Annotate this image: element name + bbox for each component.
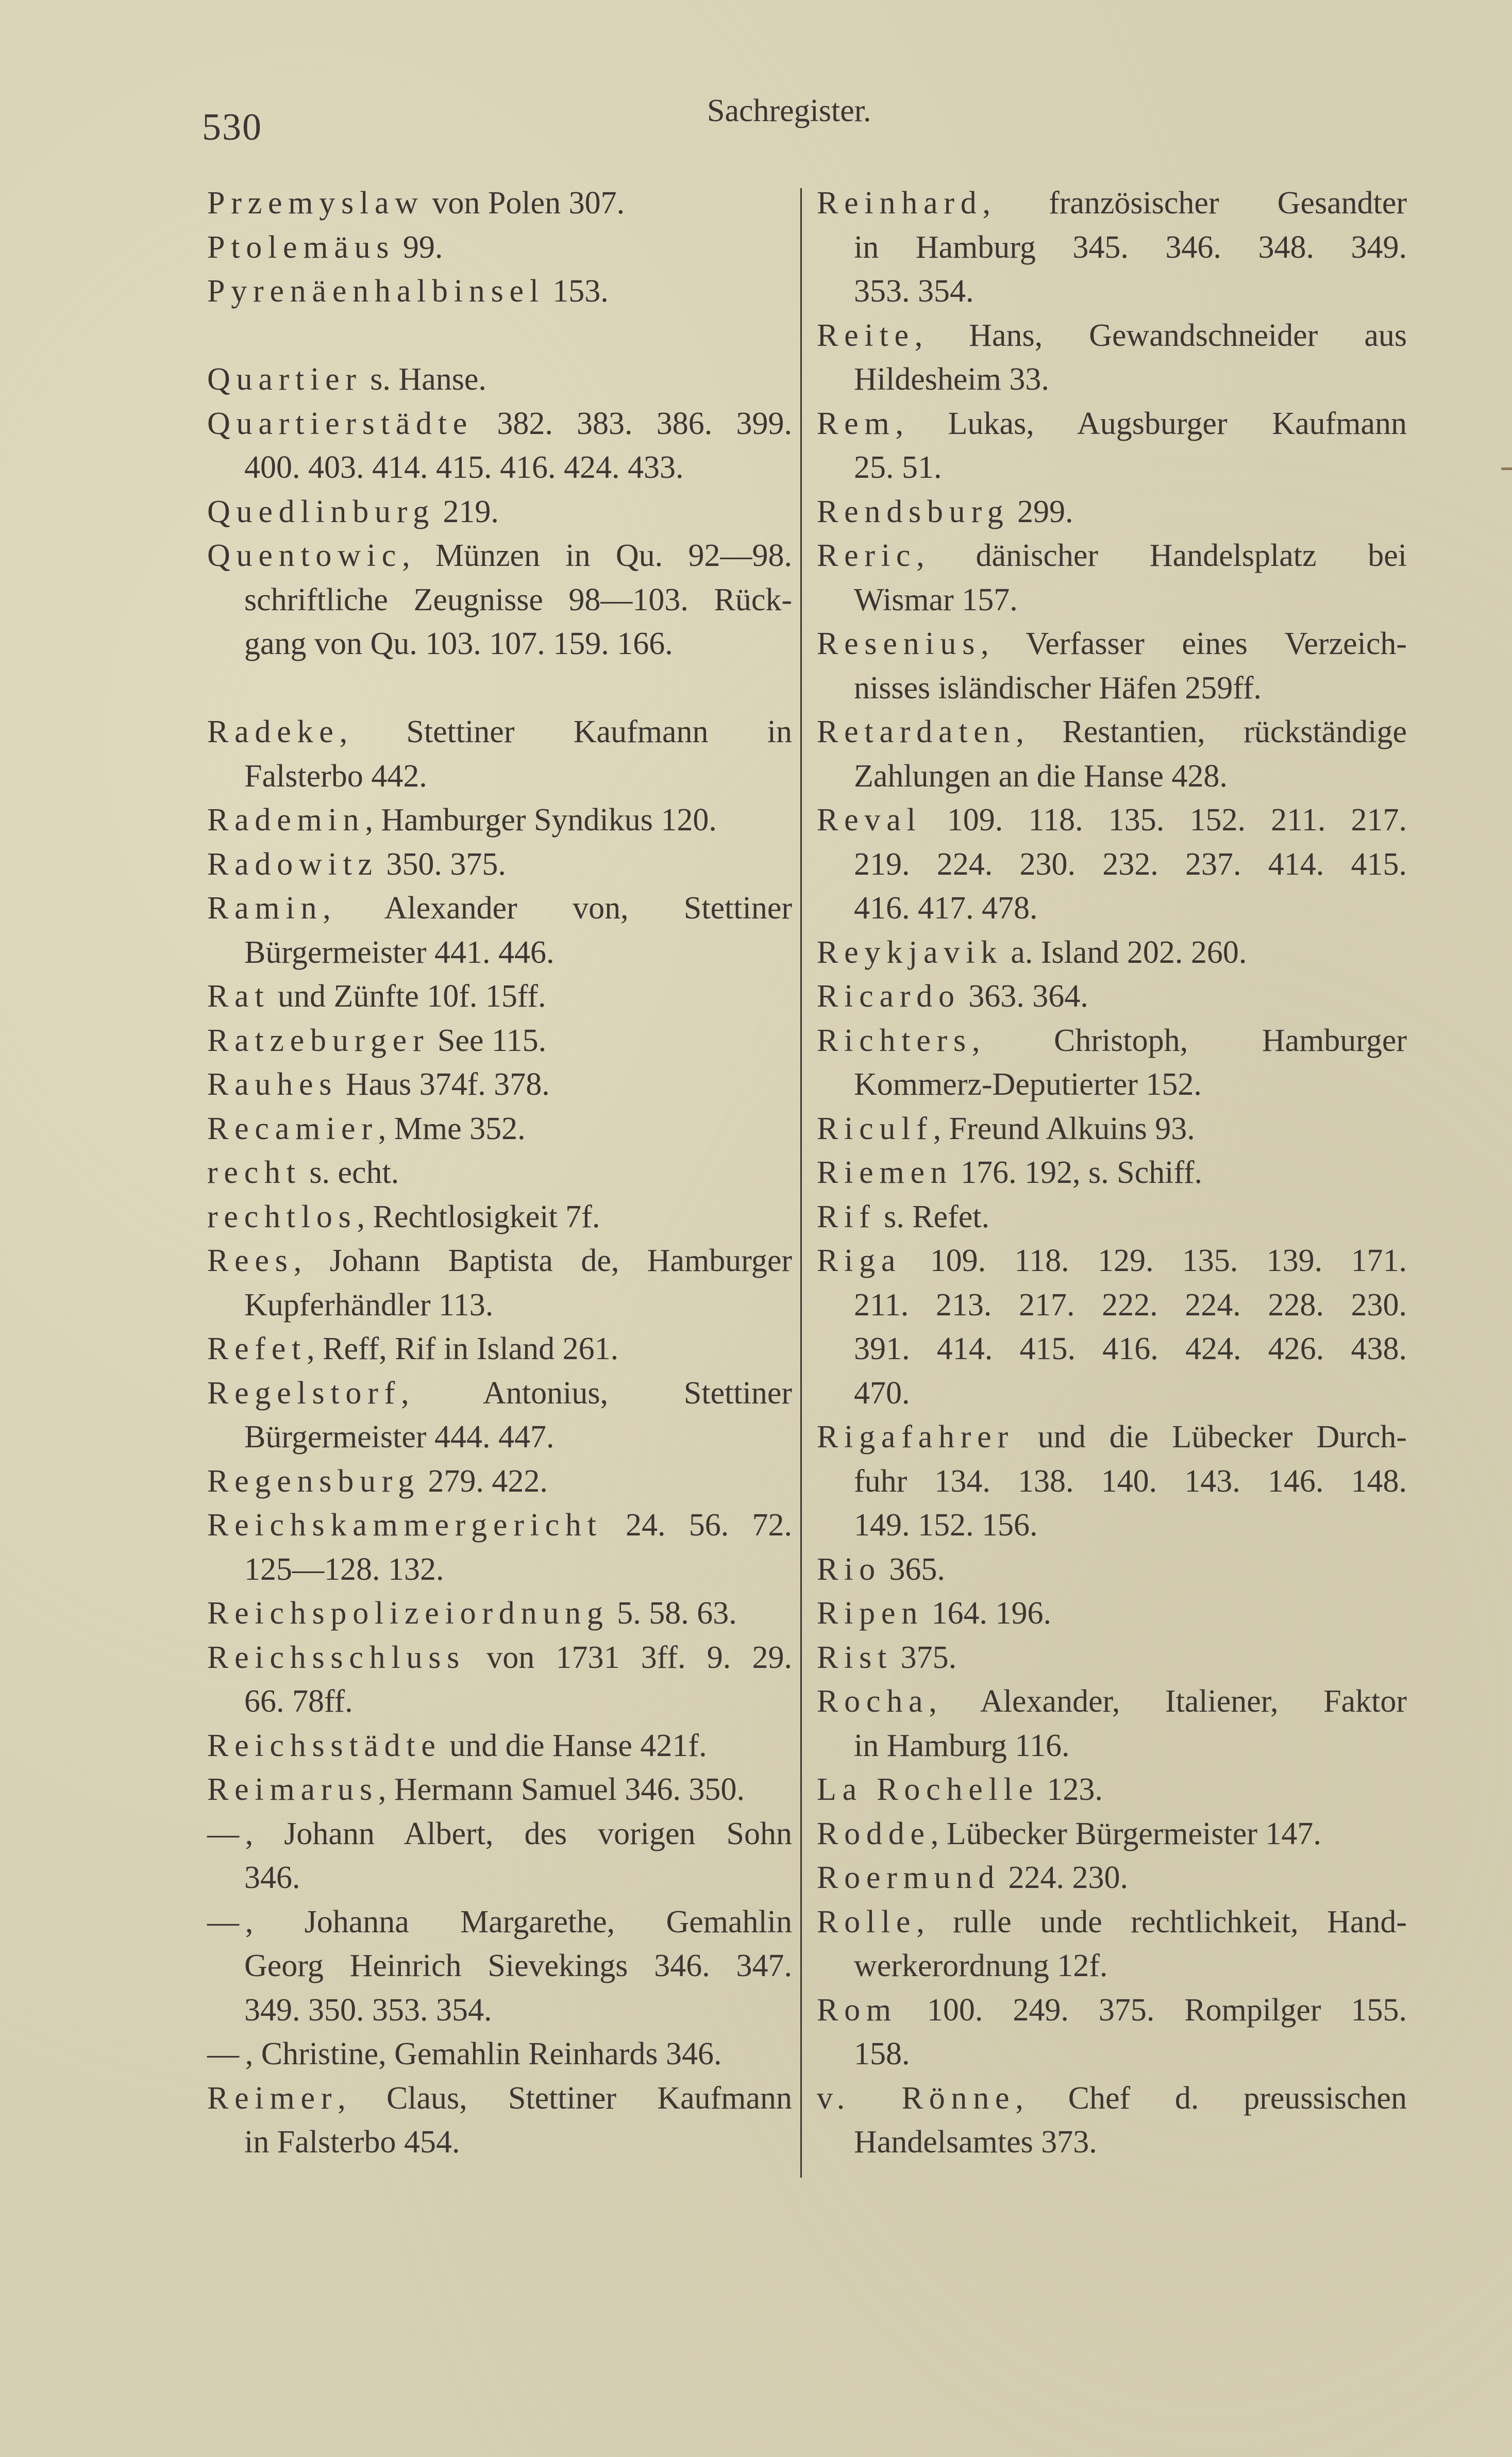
index-locators: , französischer Gesandter xyxy=(982,186,1407,221)
index-entry-continuation-line xyxy=(207,2120,792,2165)
index-headword: Reichspolizeiordnung xyxy=(207,1596,609,1631)
index-entry-first-line xyxy=(817,1900,1407,1945)
index-locators: , Claus, Stettiner Kaufmann xyxy=(338,2080,792,2116)
index-headword: Rist xyxy=(817,1640,893,1675)
index-locators: , Münzen in Qu. 92—98. xyxy=(402,538,792,573)
index-headword: Radeke xyxy=(207,714,340,749)
index-entry-first-line xyxy=(207,490,792,534)
index-locators: 158. xyxy=(854,2036,910,2071)
index-entry-first-line xyxy=(207,1503,792,1548)
index-entry xyxy=(817,1592,1407,1636)
index-entry-continuation-line xyxy=(817,2032,1407,2077)
index-entry-first-line xyxy=(817,1856,1407,1900)
index-headword: Rigafahrer xyxy=(817,1419,1014,1455)
index-locators: Falsterbo 442. xyxy=(244,758,427,794)
index-headword: Przemyslaw xyxy=(207,186,424,221)
index-entry-first-line xyxy=(207,1063,792,1107)
index-entry-continuation-line xyxy=(817,843,1407,887)
index-entry xyxy=(817,798,1407,931)
index-locators: 109. 118. 135. 152. 211. 217. xyxy=(921,803,1407,838)
index-locators: , Mme 352. xyxy=(378,1111,526,1146)
index-entry xyxy=(817,534,1407,622)
index-headword: Reval xyxy=(817,803,922,838)
index-locators: 5. 58. 63. xyxy=(609,1596,737,1631)
index-locators: und die Hanse 421f. xyxy=(441,1728,707,1763)
index-headword: Ricardo xyxy=(817,979,961,1014)
index-locators: , dänischer Handelsplatz bei xyxy=(916,538,1407,573)
index-locators: , Alexander, Italiener, Faktor xyxy=(929,1684,1407,1719)
index-entry xyxy=(817,2077,1407,2165)
index-entry-continuation-line xyxy=(817,226,1407,270)
index-entry xyxy=(817,1988,1407,2077)
index-headword: Regensburg xyxy=(207,1463,420,1499)
index-locators: , Chef d. preussischen xyxy=(1015,2080,1407,2116)
index-entry-continuation-line xyxy=(817,755,1407,799)
index-entry-first-line xyxy=(207,1239,792,1283)
index-entry-continuation-line xyxy=(817,1724,1407,1768)
index-headword: — xyxy=(207,2036,245,2071)
index-headword: Quartierstädte xyxy=(207,406,474,441)
index-locators: , Hamburger Syndikus 120. xyxy=(365,803,717,838)
index-entry xyxy=(207,1768,792,1812)
index-locators: 109. 118. 129. 135. 139. 171. xyxy=(901,1243,1407,1278)
index-locators: gang von Qu. 103. 107. 159. 166. xyxy=(244,626,673,661)
index-headword: Ramin xyxy=(207,891,323,926)
index-locators: 279. 422. xyxy=(419,1463,548,1499)
index-locators: werkerordnung 12f. xyxy=(854,1948,1108,1983)
index-entry-first-line xyxy=(817,1812,1407,1857)
index-headword: Reinhard xyxy=(817,186,983,221)
index-headword: Quedlinburg xyxy=(207,494,435,529)
index-locators: Haus 374f. 378. xyxy=(338,1067,550,1102)
index-entry-first-line xyxy=(817,2077,1407,2121)
index-entry-first-line xyxy=(207,1460,792,1504)
index-locators: in Hamburg 345. 346. 348. 349. xyxy=(854,229,1407,265)
index-entry-first-line xyxy=(817,1195,1407,1240)
letter-section-gap xyxy=(207,314,792,358)
index-entry-continuation-line xyxy=(207,1988,792,2033)
index-entry xyxy=(817,1107,1407,1151)
index-entry-first-line xyxy=(207,1327,792,1372)
index-headword: Retardaten xyxy=(817,714,1016,749)
index-entry xyxy=(207,887,792,975)
index-entry xyxy=(207,2032,792,2077)
index-locators: , Restantien, rückständige xyxy=(1016,714,1407,749)
index-headword: Reichsstädte xyxy=(207,1728,442,1763)
index-entry xyxy=(207,1195,792,1240)
index-locators: 400. 403. 414. 415. 416. 424. 433. xyxy=(244,450,684,485)
index-entry xyxy=(207,1151,792,1195)
index-headword: Ratzeburger xyxy=(207,1023,430,1058)
index-locators: 149. 152. 156. xyxy=(854,1508,1038,1543)
index-headword: Rem xyxy=(817,406,896,441)
index-entry xyxy=(817,1415,1407,1548)
index-entry-continuation-line xyxy=(817,1460,1407,1504)
index-headword: Reimarus xyxy=(207,1772,378,1807)
index-entry-first-line xyxy=(207,1019,792,1063)
index-headword: Rat xyxy=(207,979,270,1014)
index-entry-continuation-line xyxy=(207,1944,792,1988)
index-locators: s. Refet. xyxy=(876,1199,989,1234)
index-entry xyxy=(817,314,1407,402)
index-headword: Roermund xyxy=(817,1860,1000,1895)
index-locators: , Lukas, Augsburger Kaufmann xyxy=(895,406,1407,441)
index-entry-first-line xyxy=(207,710,792,755)
index-entry xyxy=(207,1327,792,1372)
index-locators: 99. xyxy=(395,229,443,265)
index-locators: 219. 224. 230. 232. 237. 414. 415. xyxy=(854,846,1407,882)
index-locators: , Christoph, Hamburger xyxy=(971,1023,1407,1058)
index-entry-first-line xyxy=(207,1592,792,1636)
index-entry xyxy=(207,1372,792,1460)
index-entry xyxy=(817,1548,1407,1592)
index-entry-first-line xyxy=(207,1107,792,1151)
index-entry-first-line xyxy=(817,1988,1407,2033)
index-locators: 164. 196. xyxy=(923,1596,1051,1631)
index-entry-first-line xyxy=(207,1195,792,1240)
index-entry-first-line xyxy=(207,1724,792,1768)
index-locators: , Christine, Gemahlin Reinhards 346. xyxy=(245,2036,722,2071)
index-locators: See 115. xyxy=(429,1023,547,1058)
index-locators: 25. 51. xyxy=(854,450,942,485)
index-locators: Bürgermeister 441. 446. xyxy=(244,934,555,970)
index-locators: , rulle unde rechtlichkeit, Hand- xyxy=(916,1904,1407,1940)
index-locators: , Hans, Gewandschneider aus xyxy=(914,317,1407,353)
index-locators: 353. 354. xyxy=(854,274,974,309)
index-entry-continuation-line xyxy=(207,1856,792,1900)
index-entry-first-line xyxy=(817,622,1407,666)
index-entry-first-line xyxy=(817,975,1407,1019)
index-entry-continuation-line xyxy=(207,446,792,490)
running-head: Sachregister. xyxy=(707,93,871,128)
index-entry-first-line xyxy=(817,1151,1407,1195)
index-locators: Hildesheim 33. xyxy=(854,362,1049,397)
index-locators: und Zünfte 10f. 15ff. xyxy=(270,979,546,1014)
index-entry-continuation-line xyxy=(207,1415,792,1460)
index-entry xyxy=(207,1592,792,1636)
index-entry-first-line xyxy=(207,1768,792,1812)
index-locators: Bürgermeister 444. 447. xyxy=(244,1419,555,1455)
index-entry xyxy=(817,1239,1407,1415)
index-locators: 416. 417. 478. xyxy=(854,891,1038,926)
index-headword: Rom xyxy=(817,1992,897,2028)
index-locators: , Johanna Margarethe, Gemahlin xyxy=(245,1904,792,1940)
index-entry-continuation-line xyxy=(207,1548,792,1592)
index-locators: fuhr 134. 138. 140. 143. 146. 148. xyxy=(854,1463,1407,1499)
paper-mark xyxy=(1501,467,1512,470)
index-entry-first-line xyxy=(207,1151,792,1195)
index-entry xyxy=(207,1812,792,1900)
index-entry xyxy=(207,1107,792,1151)
index-locators: und die Lübecker Durch- xyxy=(1014,1419,1407,1455)
index-locators: 123. xyxy=(1038,1772,1103,1807)
index-locators: 24. 56. 72. xyxy=(602,1508,792,1543)
column-divider xyxy=(800,188,802,2178)
page-number: 530 xyxy=(202,106,262,148)
index-headword: Regelstorf xyxy=(207,1375,401,1411)
index-locators: Wismar 157. xyxy=(854,582,1018,617)
index-entry-continuation-line xyxy=(207,1680,792,1724)
index-entry-first-line xyxy=(207,2032,792,2077)
index-entry xyxy=(817,402,1407,490)
index-locators: 211. 213. 217. 222. 224. 228. 230. xyxy=(854,1287,1407,1323)
index-entry-first-line xyxy=(817,1636,1407,1680)
index-entry xyxy=(207,1636,792,1724)
index-headword: Riemen xyxy=(817,1155,953,1190)
index-entry xyxy=(207,2077,792,2165)
index-entry xyxy=(817,1151,1407,1195)
index-headword: Reykjavik xyxy=(817,934,1003,970)
index-locators: s. Hanse. xyxy=(362,362,486,397)
index-locators: 349. 350. 353. 354. xyxy=(244,1992,492,2028)
index-headword: Rendsburg xyxy=(817,494,1010,529)
index-locators: 365. xyxy=(881,1551,945,1587)
index-entry-first-line xyxy=(207,1900,792,1945)
index-locators: 125—128. 132. xyxy=(244,1551,444,1587)
index-locators: von 1731 3ff. 9. 29. xyxy=(465,1640,792,1675)
index-locators: 100. 249. 375. Rompilger 155. xyxy=(897,1992,1407,2028)
index-entry-first-line xyxy=(817,1548,1407,1592)
index-locators: , Freund Alkuins 93. xyxy=(933,1111,1195,1146)
index-entry xyxy=(207,490,792,534)
index-locators: , Verfasser eines Verzeich- xyxy=(981,626,1407,661)
index-entry xyxy=(817,622,1407,710)
index-entry xyxy=(817,1856,1407,1900)
index-entry xyxy=(207,226,792,270)
index-headword: Reichsschluss xyxy=(207,1640,466,1675)
index-locators: 153. xyxy=(544,274,609,309)
index-entry-continuation-line xyxy=(817,270,1407,314)
index-locators: 350. 375. xyxy=(378,846,506,882)
index-locators: in Hamburg 116. xyxy=(854,1728,1070,1763)
index-headword: Rio xyxy=(817,1551,881,1587)
index-headword: Pyrenäenhalbinsel xyxy=(207,274,545,309)
index-entry-continuation-line xyxy=(207,755,792,799)
index-entry-first-line xyxy=(207,226,792,270)
index-headword: rechtlos xyxy=(207,1199,357,1234)
index-headword: Reite xyxy=(817,317,915,353)
index-headword: Quartier xyxy=(207,362,362,397)
index-headword: v. Rönne xyxy=(817,2080,1016,2116)
index-headword: Rif xyxy=(817,1199,876,1234)
index-entry-first-line xyxy=(817,1768,1407,1812)
index-headword: Richters xyxy=(817,1023,972,1058)
index-locators: , Lübecker Bürgermeister 147. xyxy=(930,1816,1321,1851)
index-locators: nisses isländischer Häfen 259ff. xyxy=(854,670,1262,706)
index-headword: Resenius xyxy=(817,626,981,661)
index-headword: Recamier xyxy=(207,1111,378,1146)
index-locators: , Antonius, Stettiner xyxy=(401,1375,792,1411)
index-entry xyxy=(207,1503,792,1592)
index-entry xyxy=(207,975,792,1019)
index-entry-continuation-line xyxy=(207,931,792,975)
index-locators: , Reff, Rif in Island 261. xyxy=(307,1331,619,1366)
index-locators: Zahlungen an die Hanse 428. xyxy=(854,758,1228,794)
index-headword: Rauhes xyxy=(207,1067,338,1102)
index-entry-continuation-line xyxy=(817,446,1407,490)
index-entry-first-line xyxy=(817,1415,1407,1460)
index-locators: , Stettiner Kaufmann in xyxy=(339,714,792,749)
index-headword: Ptolemäus xyxy=(207,229,395,265)
index-entry-first-line xyxy=(207,1372,792,1416)
index-entry-continuation-line xyxy=(817,1327,1407,1372)
index-locators: , Alexander von, Stettiner xyxy=(323,891,792,926)
index-locators: 224. 230. xyxy=(1000,1860,1128,1895)
index-entry xyxy=(817,1019,1407,1107)
index-entry-continuation-line xyxy=(207,578,792,623)
index-locators: Kommerz-Deputierter 152. xyxy=(854,1067,1202,1102)
index-entry xyxy=(817,1195,1407,1240)
index-entry xyxy=(207,181,792,226)
index-entry-first-line xyxy=(817,931,1407,975)
index-locators: , Rechtlosigkeit 7f. xyxy=(357,1199,600,1234)
index-entry xyxy=(207,1724,792,1768)
index-entry xyxy=(817,1680,1407,1768)
index-entry xyxy=(817,710,1407,798)
index-headword: Rees xyxy=(207,1243,294,1278)
index-entry-first-line xyxy=(817,181,1407,226)
index-entry-continuation-line xyxy=(207,1283,792,1328)
index-entry xyxy=(817,975,1407,1019)
index-locators: 375. xyxy=(893,1640,957,1675)
index-headword: Radowitz xyxy=(207,846,378,882)
index-headword: Rocha xyxy=(817,1684,929,1719)
index-entry xyxy=(207,534,792,666)
index-locators: schriftliche Zeugnisse 98—103. Rück- xyxy=(244,582,792,617)
index-entry-first-line xyxy=(207,358,792,402)
index-headword: Rolle xyxy=(817,1904,917,1940)
index-locators: 66. 78ff. xyxy=(244,1684,353,1719)
index-locators: 176. 192, s. Schiff. xyxy=(952,1155,1203,1190)
index-entry-first-line xyxy=(817,1107,1407,1151)
index-locators: in Falsterbo 454. xyxy=(244,2125,460,2160)
index-headword: Rodde xyxy=(817,1816,931,1851)
index-entry-continuation-line xyxy=(817,1944,1407,1988)
index-locators: Georg Heinrich Sievekings 346. 347. xyxy=(244,1948,792,1983)
index-locators: 382. 383. 386. 399. xyxy=(473,406,792,441)
index-entry xyxy=(817,1812,1407,1857)
index-locators: Handelsamtes 373. xyxy=(854,2125,1097,2160)
index-locators: von Polen 307. xyxy=(424,186,625,221)
index-headword: Reimer xyxy=(207,2080,338,2116)
index-entry-first-line xyxy=(817,1239,1407,1283)
index-locators: , Johann Baptista de, Hamburger xyxy=(293,1243,792,1278)
index-entry xyxy=(207,358,792,402)
index-entry-first-line xyxy=(207,798,792,843)
index-locators: Kupferhändler 113. xyxy=(244,1287,494,1323)
index-entry-first-line xyxy=(817,710,1407,755)
index-entry-first-line xyxy=(207,270,792,314)
index-entry-first-line xyxy=(207,1636,792,1680)
index-entry-first-line xyxy=(817,1680,1407,1724)
index-entry-continuation-line xyxy=(817,1063,1407,1107)
index-headword: Riga xyxy=(817,1243,902,1278)
index-locators: 391. 414. 415. 416. 424. 426. 438. xyxy=(854,1331,1407,1366)
index-entry-continuation-line xyxy=(817,1503,1407,1548)
index-headword: — xyxy=(207,1816,245,1851)
index-locators: , Johann Albert, des vorigen Sohn xyxy=(245,1816,792,1851)
index-entry xyxy=(817,490,1407,534)
index-entry xyxy=(207,1460,792,1504)
index-entry-first-line xyxy=(207,1812,792,1857)
index-entry-first-line xyxy=(817,1592,1407,1636)
index-locators: 363. 364. xyxy=(960,979,1088,1014)
index-entry xyxy=(207,798,792,843)
index-headword: Riculf xyxy=(817,1111,933,1146)
index-entry xyxy=(207,1019,792,1063)
index-entry-first-line xyxy=(207,887,792,931)
index-locators: 470. xyxy=(854,1375,910,1411)
index-entry-first-line xyxy=(817,490,1407,534)
index-entry-first-line xyxy=(817,314,1407,358)
index-entry-continuation-line xyxy=(817,666,1407,711)
index-entry xyxy=(207,843,792,887)
index-headword: Quentowic xyxy=(207,538,402,573)
index-headword: — xyxy=(207,1904,245,1940)
index-entry xyxy=(817,1636,1407,1680)
index-entry xyxy=(817,1900,1407,1988)
index-entry-continuation-line xyxy=(817,1283,1407,1328)
index-entry-continuation-line xyxy=(207,622,792,666)
index-entry xyxy=(817,931,1407,975)
index-entry xyxy=(817,1768,1407,1812)
index-entry xyxy=(207,402,792,490)
index-entry xyxy=(207,1239,792,1327)
index-entry-first-line xyxy=(207,534,792,578)
index-entry-first-line xyxy=(817,1019,1407,1063)
index-locators: s. echt. xyxy=(301,1155,399,1190)
index-entry xyxy=(207,1900,792,2033)
index-entry-first-line xyxy=(207,843,792,887)
index-entry-first-line xyxy=(207,2077,792,2121)
index-entry-continuation-line xyxy=(817,1372,1407,1416)
index-entry xyxy=(207,1063,792,1107)
index-locators: 346. xyxy=(244,1860,300,1895)
index-entry-continuation-line xyxy=(817,578,1407,623)
index-entry-first-line xyxy=(207,181,792,226)
index-entry-first-line xyxy=(817,798,1407,843)
index-entry-first-line xyxy=(207,975,792,1019)
index-locators: a. Island 202. 260. xyxy=(1002,934,1247,970)
index-column-right xyxy=(817,181,1407,2165)
index-entry-continuation-line xyxy=(817,358,1407,402)
index-entry-continuation-line xyxy=(817,2120,1407,2165)
index-locators: 299. xyxy=(1009,494,1073,529)
index-headword: Rademin xyxy=(207,803,365,838)
index-locators: 219. xyxy=(434,494,499,529)
index-column-left xyxy=(207,181,792,2165)
index-entry-continuation-line xyxy=(817,887,1407,931)
index-entry-first-line xyxy=(817,402,1407,446)
index-headword: Ripen xyxy=(817,1596,923,1631)
index-headword: La Rochelle xyxy=(817,1772,1039,1807)
index-headword: recht xyxy=(207,1155,301,1190)
index-entry-first-line xyxy=(207,402,792,446)
index-entry xyxy=(817,181,1407,314)
index-entry xyxy=(207,270,792,314)
letter-section-gap xyxy=(207,666,792,711)
index-headword: Reric xyxy=(817,538,917,573)
index-locators: , Hermann Samuel 346. 350. xyxy=(378,1772,745,1807)
index-headword: Refet xyxy=(207,1331,307,1366)
index-headword: Reichskammergericht xyxy=(207,1508,602,1543)
index-entry-first-line xyxy=(817,534,1407,578)
index-entry xyxy=(207,710,792,798)
